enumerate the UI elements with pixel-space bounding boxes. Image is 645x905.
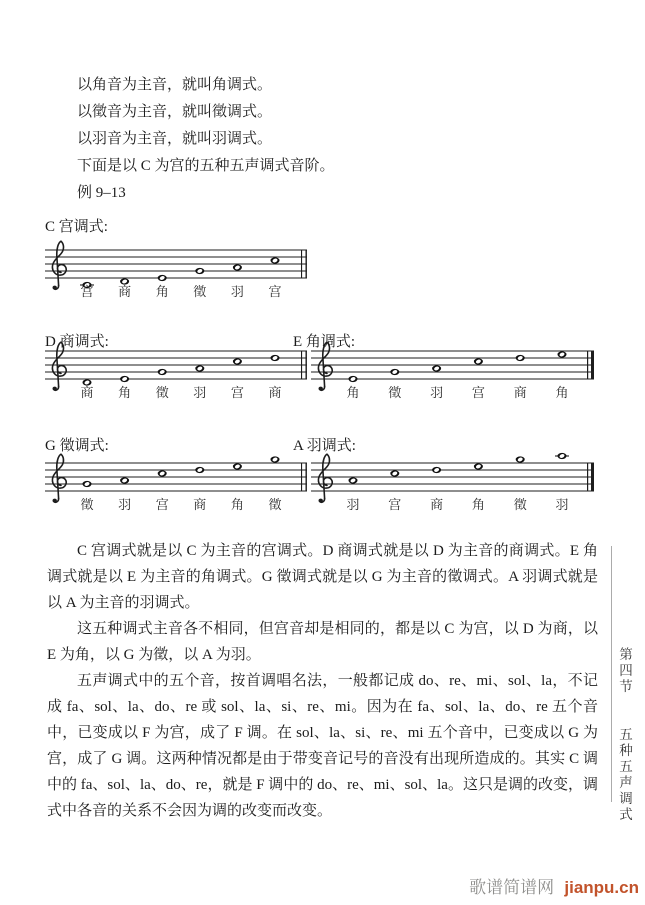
note-label: 角 <box>346 385 360 400</box>
intro-line: 以羽音为主音，就叫羽调式。 <box>77 131 273 147</box>
note-label: 羽 <box>430 385 444 400</box>
whole-note <box>158 369 167 375</box>
note-label: 宫 <box>80 284 94 299</box>
staff-title: E 角调式: <box>293 334 356 350</box>
note-label: 商 <box>118 284 132 299</box>
note-label: 宫 <box>230 385 244 400</box>
treble-clef-icon <box>52 342 66 390</box>
whole-note <box>349 477 358 483</box>
note-label: 商 <box>513 385 527 400</box>
whole-note <box>390 470 399 476</box>
whole-note <box>158 470 167 476</box>
note-label: 徵 <box>155 385 169 400</box>
whole-note <box>558 351 567 357</box>
note-label: 羽 <box>555 497 569 512</box>
body-text <box>47 538 598 824</box>
note-label: 羽 <box>230 284 244 299</box>
staff-title: G 徵调式: <box>45 438 109 454</box>
whole-note <box>555 453 569 459</box>
note-label: 羽 <box>193 385 207 400</box>
intro-block <box>47 72 592 207</box>
note-label: 宫 <box>268 284 282 299</box>
section-title: 五种五声调式 <box>617 726 632 823</box>
paragraph: 五声调式中的五个音，按首调唱名法，一般都记成 do、re、mi、sol、la，不记成 fa、sol、la、do、re 或 sol、la、si、re、mi。因为在 fa、sol、la、do、re 五个音中，已变成以 F 为宫，成了 F 调。在 sol、la、si、re、mi 五个音中，已变成以 G 为宫，成了 G 调。这两种情况都是由于带变音记号的音没有出现所造成的。其实 C 调中的 fa、sol、la、do、re，就是 F 调中的 do、re、mi、sol、la。这只是调的改变，调式中各音的关系不会因为调的改变而改变。 <box>47 673 598 819</box>
note-label: 徵 <box>193 284 207 299</box>
note-label: 宫 <box>155 497 169 512</box>
staff-canvas-e-jue <box>311 337 596 405</box>
note-label: 羽 <box>346 497 360 512</box>
staff-group-g-zhi <box>45 434 315 534</box>
note-label: 商 <box>80 385 94 400</box>
note-label: 羽 <box>118 497 132 512</box>
intro-line: 以角音为主音，就叫角调式。 <box>77 77 273 93</box>
staff-group-e-jue <box>293 330 601 430</box>
whole-note <box>516 456 525 462</box>
note-label: 徵 <box>513 497 527 512</box>
treble-clef-icon <box>52 454 66 502</box>
whole-note <box>432 467 441 473</box>
treble-clef-icon <box>52 241 66 289</box>
whole-note <box>233 264 242 270</box>
staff-lines <box>45 351 307 379</box>
whole-note <box>390 369 399 375</box>
staff-title: D 商调式: <box>45 334 109 350</box>
note-label: 宫 <box>388 497 402 512</box>
staff-canvas-d-shang <box>45 337 309 405</box>
note-label: 角 <box>118 385 132 400</box>
whole-note <box>349 376 358 382</box>
note-label: 商 <box>193 497 207 512</box>
sidebar-rule <box>611 546 612 802</box>
staff-lines <box>45 463 307 491</box>
staff-group-c-gong <box>45 215 315 315</box>
note-label: 角 <box>555 385 569 400</box>
note-label: 徵 <box>388 385 402 400</box>
staff-canvas-c-gong <box>45 236 309 304</box>
staff-lines <box>311 463 594 491</box>
intro-line: 以徵音为主音，就叫徵调式。 <box>77 104 273 120</box>
section-label: 第四节 <box>617 647 632 695</box>
staff-lines <box>311 351 594 379</box>
treble-clef-icon <box>318 454 332 502</box>
paragraph: 这五种调式主音各不相同，但宫音却是相同的，都是以 C 为宫，以 D 为商，以 E 为角，以 G 为徵，以 A 为羽。 <box>47 621 598 663</box>
whole-note <box>120 376 129 382</box>
staff-canvas-g-zhi <box>45 449 309 517</box>
whole-note <box>83 481 92 487</box>
note-label: 宫 <box>471 385 485 400</box>
whole-note <box>516 355 525 361</box>
staff-lines <box>45 250 307 278</box>
staff-group-d-shang <box>45 330 315 430</box>
staff-title: A 羽调式: <box>293 438 356 454</box>
paragraph: C 宫调式就是以 C 为主音的宫调式。D 商调式就是以 D 为主音的商调式。E 角调式就是以 E 为主音的角调式。G 徵调式就是以 G 为主音的徵调式。A 羽调式就是以 A 为主音的羽调式。 <box>47 543 598 611</box>
whole-note <box>233 358 242 364</box>
whole-note <box>120 477 129 483</box>
whole-note <box>195 268 204 274</box>
note-label: 徵 <box>268 497 282 512</box>
note-label: 商 <box>268 385 282 400</box>
whole-note <box>195 467 204 473</box>
watermark <box>469 873 639 898</box>
note-label: 商 <box>430 497 444 512</box>
intro-line: 下面是以 C 为宫的五种五声调式音阶。 <box>77 158 335 174</box>
note-label: 徵 <box>80 497 94 512</box>
staff-group-a-yu <box>293 434 601 534</box>
note-label: 角 <box>155 284 169 299</box>
whole-note <box>271 456 280 462</box>
whole-note <box>474 358 483 364</box>
whole-note <box>233 463 242 469</box>
site-name: 歌谱简谱网 <box>469 878 555 897</box>
whole-note <box>271 257 280 263</box>
sidebar <box>615 647 633 823</box>
treble-clef-icon <box>318 342 332 390</box>
whole-note <box>195 365 204 371</box>
note-label: 角 <box>471 497 485 512</box>
note-label: 角 <box>230 497 244 512</box>
example-label: 例 9–13 <box>77 185 126 201</box>
whole-note <box>271 355 280 361</box>
staff-canvas-a-yu <box>311 449 596 517</box>
staff-title: C 宫调式: <box>45 219 108 235</box>
whole-note <box>474 463 483 469</box>
whole-note <box>158 275 167 281</box>
whole-note <box>432 365 441 371</box>
site-url: jianpu.cn <box>564 878 639 897</box>
